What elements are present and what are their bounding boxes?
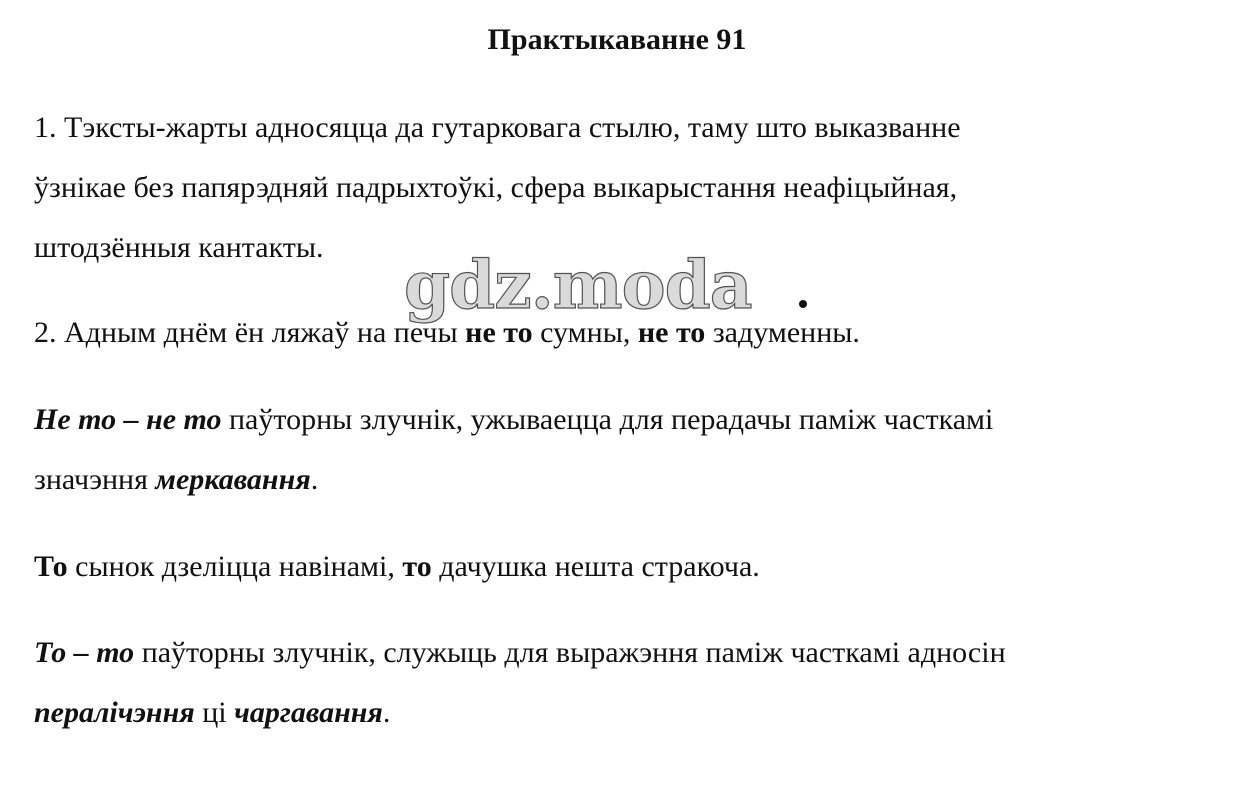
text-run: сынок дзеліцца навінамі, bbox=[67, 550, 403, 583]
bold-italic-term: меркавання bbox=[155, 463, 311, 496]
bold-conjunction: не то bbox=[465, 316, 533, 349]
answer-1-line-3 bbox=[34, 228, 324, 268]
explanation-1-line-1 bbox=[34, 400, 993, 440]
explanation-1-line-2 bbox=[34, 460, 318, 500]
text-run: 2. Адным днём ён ляжаў на печы bbox=[34, 316, 466, 349]
bold-italic-term: пералічэння bbox=[34, 696, 195, 729]
text-run: задуменны. bbox=[705, 316, 860, 349]
explanation-2-line-2 bbox=[34, 693, 390, 733]
explanation-2-line-1 bbox=[34, 633, 1006, 673]
bold-italic-term: То – то bbox=[34, 636, 135, 669]
bold-conjunction: то bbox=[402, 550, 432, 583]
text-run: 1. Тэксты-жарты адносяцца да гутарковага стылю, таму што выказванне bbox=[34, 111, 961, 144]
answer-1-line-1 bbox=[34, 108, 961, 148]
text-run: дачушка нешта стракоча. bbox=[431, 550, 760, 583]
text-run: ці bbox=[194, 696, 235, 729]
text-run: . bbox=[382, 696, 391, 729]
bold-italic-term: Не то – не то bbox=[34, 403, 222, 436]
text-run: ўзнікае без папярэдняй падрыхтоўкі, сфера выкарыстання неафіцыйная, bbox=[34, 171, 958, 204]
text-run: штодзённыя кантакты. bbox=[34, 231, 324, 264]
watermark-dot bbox=[799, 300, 807, 308]
bold-conjunction: не то bbox=[637, 316, 706, 349]
example-sentence bbox=[34, 547, 760, 587]
text-run: паўторны злучнік, служыць для выражэння паміж часткамі адносін bbox=[134, 636, 1006, 669]
bold-conjunction: То bbox=[34, 550, 68, 583]
text-run: паўторны злучнік, ужываецца для перадачы паміж часткамі bbox=[221, 403, 994, 436]
answer-1-line-2 bbox=[34, 168, 957, 208]
text-run: . bbox=[310, 463, 319, 496]
watermark-logo: gdz.moda bbox=[404, 246, 752, 324]
text-run: значэння bbox=[34, 463, 156, 496]
page-title: Практыкаванне 91 bbox=[487, 23, 747, 56]
bold-italic-term: чаргавання bbox=[234, 696, 383, 729]
text-run: сумны, bbox=[532, 316, 638, 349]
